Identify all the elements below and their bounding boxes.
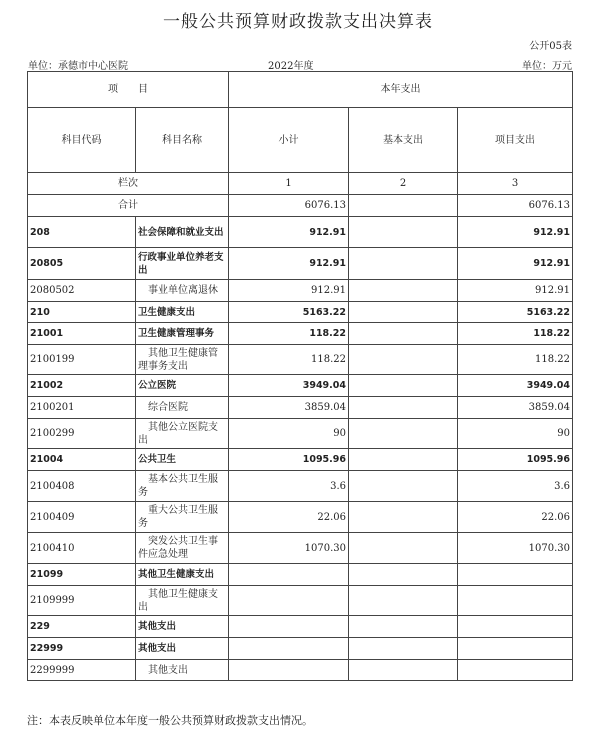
total-project: 6076.13 <box>458 195 573 217</box>
row-subtotal <box>229 638 349 660</box>
total-basic <box>349 195 458 217</box>
header-code: 科目代码 <box>28 108 136 173</box>
column-index-3: 3 <box>458 173 573 195</box>
row-subtotal: 912.91 <box>229 217 349 248</box>
row-basic <box>349 533 458 564</box>
table-row <box>28 471 573 502</box>
row-project <box>458 638 573 660</box>
row-project: 3949.04 <box>458 375 573 397</box>
row-subtotal: 3949.04 <box>229 375 349 397</box>
header-basic: 基本支出 <box>349 108 458 173</box>
row-name: 其他卫生健康管理事务支出 <box>136 345 229 375</box>
row-basic <box>349 471 458 502</box>
row-name: 基本公共卫生服务 <box>136 471 229 502</box>
table-row <box>28 638 573 660</box>
row-name: 重大公共卫生服务 <box>136 502 229 533</box>
row-basic <box>349 564 458 586</box>
row-code: 2100299 <box>28 419 136 449</box>
row-basic <box>349 660 458 681</box>
total-label: 合计 <box>28 195 229 217</box>
row-code: 2100409 <box>28 502 136 533</box>
table-row <box>28 217 573 248</box>
column-index-label: 栏次 <box>28 173 229 195</box>
row-code: 2299999 <box>28 660 136 681</box>
row-basic <box>349 302 458 323</box>
unit-label: 单位：承德市中心医院 <box>28 61 128 72</box>
row-basic <box>349 419 458 449</box>
row-code: 229 <box>28 616 136 638</box>
table-row <box>28 660 573 681</box>
row-project: 912.91 <box>458 280 573 302</box>
row-subtotal: 3859.04 <box>229 397 349 419</box>
row-project: 912.91 <box>458 248 573 280</box>
row-code: 2100201 <box>28 397 136 419</box>
row-basic <box>349 638 458 660</box>
table-row <box>28 502 573 533</box>
row-code: 21001 <box>28 323 136 345</box>
row-subtotal: 118.22 <box>229 345 349 375</box>
row-project: 22.06 <box>458 502 573 533</box>
row-project <box>458 586 573 616</box>
row-basic <box>349 375 458 397</box>
footnote: 注：本表反映单位本年度一般公共预算财政拨款支出情况。 <box>27 714 313 727</box>
row-basic <box>349 280 458 302</box>
table-row <box>28 616 573 638</box>
table-row <box>28 345 573 375</box>
table-row <box>28 397 573 419</box>
row-code: 21004 <box>28 449 136 471</box>
form-number: 公开05表 <box>529 41 572 52</box>
fiscal-year: 2022年度 <box>268 61 314 72</box>
row-project: 5163.22 <box>458 302 573 323</box>
row-name: 公立医院 <box>136 375 229 397</box>
row-project <box>458 616 573 638</box>
table-row <box>28 280 573 302</box>
row-project: 1095.96 <box>458 449 573 471</box>
table-row <box>28 533 573 564</box>
row-name: 其他支出 <box>136 660 229 681</box>
row-code: 22999 <box>28 638 136 660</box>
row-name: 其他卫生健康支出 <box>136 586 229 616</box>
expenditure-table <box>27 71 573 681</box>
row-basic <box>349 323 458 345</box>
row-subtotal: 912.91 <box>229 280 349 302</box>
row-project: 912.91 <box>458 217 573 248</box>
row-basic <box>349 449 458 471</box>
row-basic <box>349 586 458 616</box>
header-subtotal: 小计 <box>229 108 349 173</box>
row-subtotal: 1095.96 <box>229 449 349 471</box>
row-subtotal: 5163.22 <box>229 302 349 323</box>
row-basic <box>349 502 458 533</box>
row-name: 社会保障和就业支出 <box>136 217 229 248</box>
row-subtotal: 912.91 <box>229 248 349 280</box>
row-name: 其他卫生健康支出 <box>136 564 229 586</box>
total-subtotal: 6076.13 <box>229 195 349 217</box>
row-project <box>458 660 573 681</box>
row-project: 118.22 <box>458 345 573 375</box>
row-basic <box>349 616 458 638</box>
row-subtotal: 3.6 <box>229 471 349 502</box>
table-row <box>28 248 573 280</box>
row-name: 事业单位离退休 <box>136 280 229 302</box>
row-code: 2080502 <box>28 280 136 302</box>
row-code: 2100410 <box>28 533 136 564</box>
row-basic <box>349 345 458 375</box>
row-subtotal: 22.06 <box>229 502 349 533</box>
row-project: 118.22 <box>458 323 573 345</box>
row-subtotal <box>229 660 349 681</box>
row-name: 其他支出 <box>136 638 229 660</box>
header-name: 科目名称 <box>136 108 229 173</box>
row-code: 2109999 <box>28 586 136 616</box>
row-name: 卫生健康支出 <box>136 302 229 323</box>
row-project: 90 <box>458 419 573 449</box>
row-name: 卫生健康管理事务 <box>136 323 229 345</box>
table-row <box>28 302 573 323</box>
row-name: 行政事业单位养老支出 <box>136 248 229 280</box>
header-current-year: 本年支出 <box>229 72 573 108</box>
row-code: 21002 <box>28 375 136 397</box>
row-subtotal <box>229 564 349 586</box>
column-index-1: 1 <box>229 173 349 195</box>
row-subtotal: 118.22 <box>229 323 349 345</box>
row-code: 2100408 <box>28 471 136 502</box>
currency-unit: 单位：万元 <box>522 61 572 72</box>
row-code: 2100199 <box>28 345 136 375</box>
table-row <box>28 564 573 586</box>
table-row <box>28 375 573 397</box>
row-subtotal: 1070.30 <box>229 533 349 564</box>
page-title: 一般公共预算财政拨款支出决算表 <box>163 12 433 32</box>
row-name: 综合医院 <box>136 397 229 419</box>
row-name: 其他公立医院支出 <box>136 419 229 449</box>
row-code: 21099 <box>28 564 136 586</box>
row-project: 3.6 <box>458 471 573 502</box>
header-item: 项 目 <box>28 72 229 108</box>
table-row <box>28 449 573 471</box>
row-name: 公共卫生 <box>136 449 229 471</box>
row-basic <box>349 248 458 280</box>
row-project: 1070.30 <box>458 533 573 564</box>
table-row <box>28 419 573 449</box>
row-code: 210 <box>28 302 136 323</box>
table-row <box>28 586 573 616</box>
row-subtotal <box>229 616 349 638</box>
table-row <box>28 323 573 345</box>
row-basic <box>349 217 458 248</box>
row-project <box>458 564 573 586</box>
row-name: 其他支出 <box>136 616 229 638</box>
header-project: 项目支出 <box>458 108 573 173</box>
column-index-2: 2 <box>349 173 458 195</box>
row-subtotal: 90 <box>229 419 349 449</box>
row-basic <box>349 397 458 419</box>
row-code: 20805 <box>28 248 136 280</box>
row-name: 突发公共卫生事件应急处理 <box>136 533 229 564</box>
row-code: 208 <box>28 217 136 248</box>
row-project: 3859.04 <box>458 397 573 419</box>
row-subtotal <box>229 586 349 616</box>
